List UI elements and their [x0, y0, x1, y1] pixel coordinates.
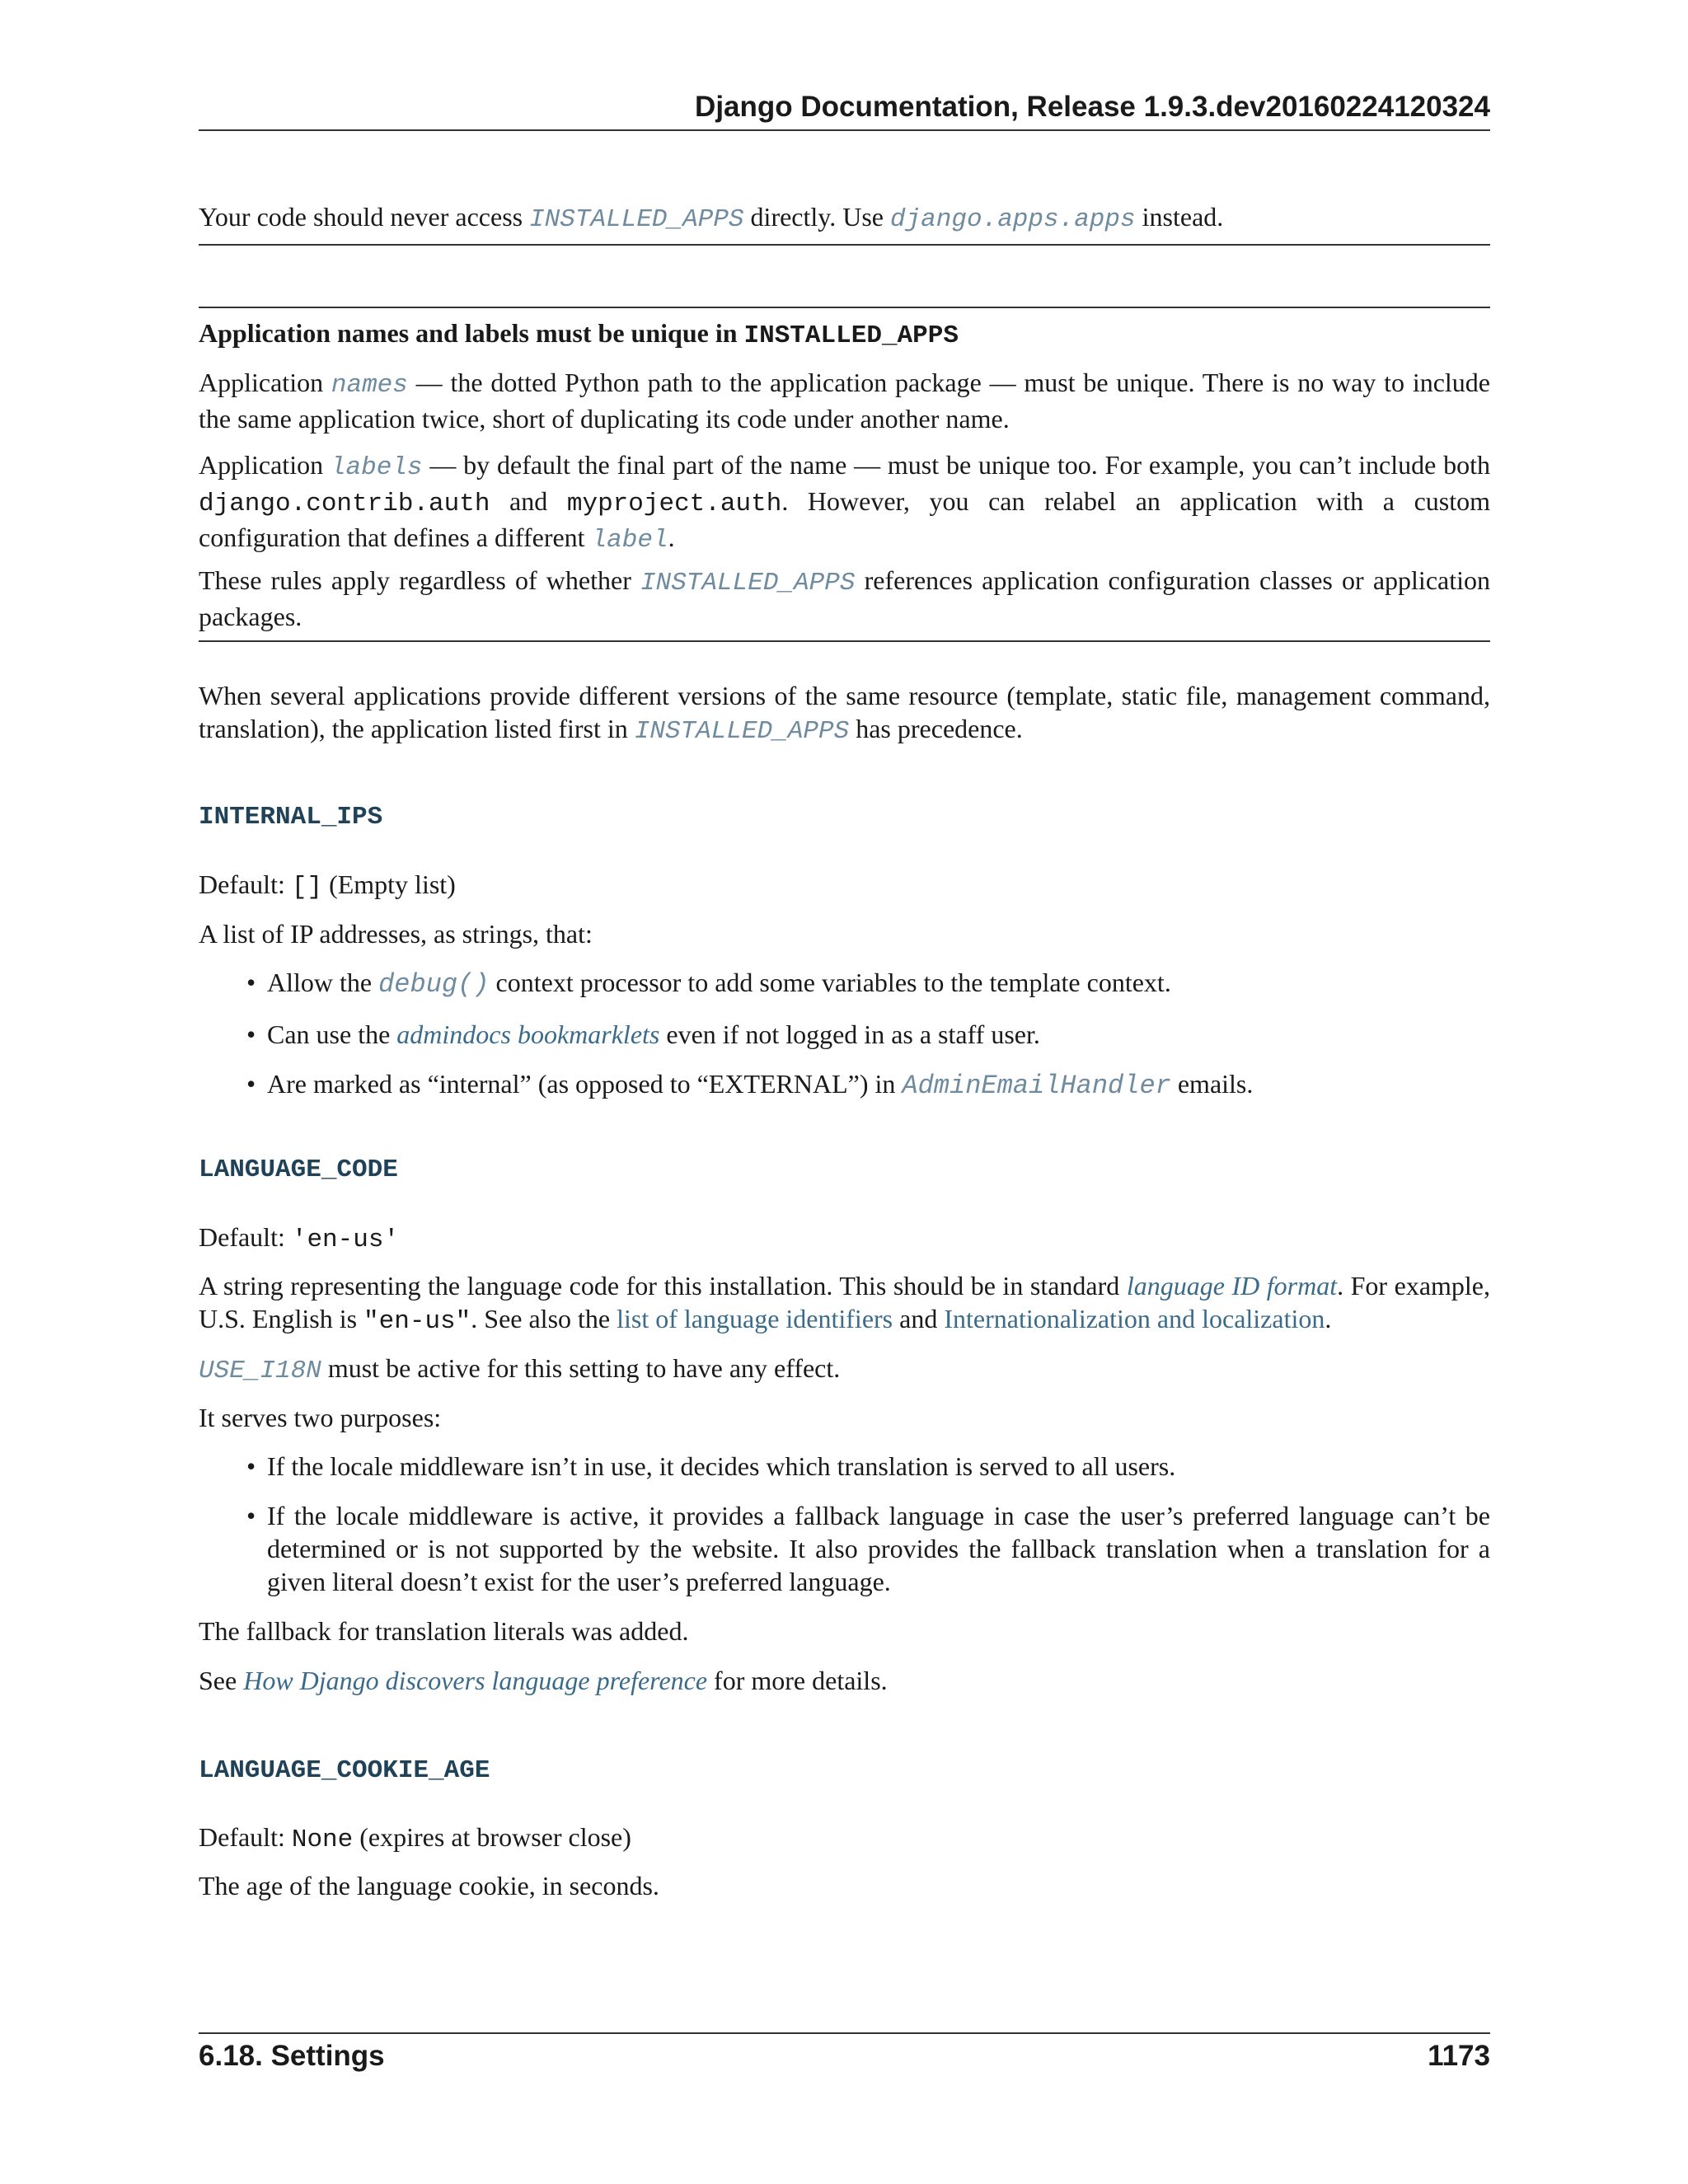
internal-ips-intro: A list of IP addresses, as strings, that:: [199, 919, 593, 949]
language-identifiers-link[interactable]: list of language identifiers: [617, 1304, 893, 1333]
admonition-paragraph-labels: [199, 448, 1490, 557]
admonition-paragraph-names: [199, 366, 1490, 435]
text: has precedence.: [849, 714, 1023, 743]
code: myproject.auth: [566, 490, 782, 518]
installed-apps-link[interactable]: INSTALLED_APPS: [529, 205, 744, 234]
language-cookie-age-description: The age of the language cookie, in seconds.: [199, 1871, 659, 1900]
text: for more details.: [707, 1666, 888, 1695]
code: []: [291, 873, 323, 902]
text: If the locale middleware isn’t in use, it decides which translation is served to all users.: [267, 1451, 1176, 1481]
list-item: [199, 966, 1490, 1001]
language-cookie-age-default: [199, 1821, 1490, 1857]
admonition-bottom-rule: [199, 640, 1490, 642]
text: A string representing the language code for this installation. This should be in standard: [199, 1271, 1127, 1301]
text: even if not logged in as a staff user.: [659, 1019, 1040, 1049]
label-link[interactable]: label: [591, 526, 668, 555]
list-item: [199, 1067, 1490, 1103]
language-code-heading: LANGUAGE_CODE: [199, 1155, 398, 1184]
text: Application: [199, 450, 331, 480]
use-i18n-link[interactable]: USE_I18N: [199, 1357, 321, 1385]
document-page: [199, 0, 1490, 2184]
text: instead.: [1135, 202, 1224, 232]
header-rule: [199, 129, 1490, 131]
use-i18n-paragraph: [199, 1352, 1490, 1388]
admonition-paragraph-rules: [199, 564, 1490, 633]
text: See: [199, 1666, 244, 1695]
code: django.contrib.auth: [199, 490, 490, 518]
text: and: [893, 1304, 945, 1333]
text: Allow the: [267, 968, 379, 997]
labels-link[interactable]: labels: [330, 453, 423, 482]
internal-ips-default: [199, 868, 1490, 904]
running-header: Django Documentation, Release 1.9.3.dev20160224120324: [695, 91, 1490, 123]
bullet-icon: •: [246, 968, 256, 997]
text: must be active for this setting to have any effect.: [321, 1353, 841, 1383]
admindocs-bookmarklets-link[interactable]: admindocs bookmarklets: [396, 1019, 660, 1049]
admonition-title: [199, 316, 1490, 353]
text: Default:: [199, 1822, 292, 1852]
fallback-paragraph: The fallback for translation literals was added.: [199, 1616, 689, 1646]
code: INSTALLED_APPS: [743, 321, 959, 350]
text: When several applications provide different versions of the same resource (template, static file, management command, translation), the application listed first in: [199, 681, 1490, 743]
language-code-description: [199, 1269, 1490, 1338]
bullet-icon: •: [246, 1501, 256, 1530]
code: "en-us": [363, 1307, 471, 1336]
internal-ips-list: [199, 966, 1490, 1103]
see-more-paragraph: [199, 1664, 1490, 1697]
language-id-format-link[interactable]: language ID format: [1126, 1271, 1338, 1301]
footer-section: 6.18. Settings: [199, 2040, 385, 2072]
debug-link[interactable]: debug(): [378, 969, 490, 1000]
text: — by default the final part of the name — must be unique too. For example, you can’t include both: [422, 450, 1491, 480]
note-paragraph: [199, 200, 1490, 237]
django-apps-apps-link[interactable]: django.apps.apps: [889, 205, 1136, 234]
text: — the dotted Python path to the application package — must be unique. There is no way to include the same application twice, short of duplicating its code under another name.: [199, 368, 1491, 434]
names-link[interactable]: names: [331, 371, 408, 400]
language-cookie-age-heading: LANGUAGE_COOKIE_AGE: [199, 1756, 490, 1785]
purposes-intro: It serves two purposes:: [199, 1403, 442, 1432]
bullet-icon: •: [246, 1451, 256, 1481]
code: None: [291, 1825, 354, 1854]
text: Application: [199, 368, 331, 397]
text: and: [490, 486, 567, 516]
text: . For example, U.S. English is: [199, 1271, 1491, 1333]
text: (Empty list): [322, 869, 456, 899]
installed-apps-link[interactable]: INSTALLED_APPS: [634, 717, 850, 746]
bullet-icon: •: [246, 1069, 256, 1099]
text: Can use the: [267, 1019, 397, 1049]
text: directly. Use: [743, 202, 890, 232]
precedence-paragraph: [199, 679, 1490, 748]
internal-ips-heading: INTERNAL_IPS: [199, 803, 383, 832]
page-number: 1173: [1428, 2040, 1490, 2072]
list-item: [199, 1450, 1490, 1483]
text: Default:: [199, 1222, 292, 1252]
language-code-list: [199, 1450, 1490, 1598]
bullet-icon: •: [246, 1019, 256, 1049]
text: (expires at browser close): [353, 1822, 631, 1852]
text: These rules apply regardless of whether: [199, 565, 640, 595]
text: .: [1325, 1304, 1332, 1333]
note-bottom-rule: [199, 244, 1490, 246]
list-item: [199, 1499, 1490, 1598]
installed-apps-link[interactable]: INSTALLED_APPS: [640, 569, 856, 598]
admonition-top-rule: [199, 307, 1490, 308]
language-preference-link[interactable]: How Django discovers language preference: [243, 1666, 708, 1695]
text: emails.: [1170, 1069, 1254, 1099]
text: Application names and labels must be unique in: [199, 318, 744, 348]
text: Are marked as “internal” (as opposed to “EXTERNAL”) in: [267, 1069, 903, 1099]
list-item: [199, 1018, 1490, 1051]
text: .: [668, 523, 675, 552]
i18n-link[interactable]: Internationalization and localization: [944, 1304, 1325, 1333]
language-code-default: [199, 1221, 1490, 1257]
text: If the locale middleware is active, it provides a fallback language in case the user’s preferred language can’t be determined or is not supported by the website. It also provides the fallback translation when a translation for a given literal doesn’t exist for the user’s preferred language.: [267, 1501, 1490, 1596]
text: references application configuration classes or application packages.: [199, 565, 1491, 631]
text: Your code should never access: [199, 202, 530, 232]
text: . However, you can relabel an application with a custom configuration that defines a different: [199, 486, 1491, 552]
footer-rule: [199, 2032, 1490, 2034]
text: . See also the: [471, 1304, 617, 1333]
code: 'en-us': [291, 1226, 400, 1254]
text: Default:: [199, 869, 292, 899]
text: context processor to add some variables to the template context.: [489, 968, 1171, 997]
admin-email-handler-link[interactable]: AdminEmailHandler: [902, 1071, 1171, 1101]
